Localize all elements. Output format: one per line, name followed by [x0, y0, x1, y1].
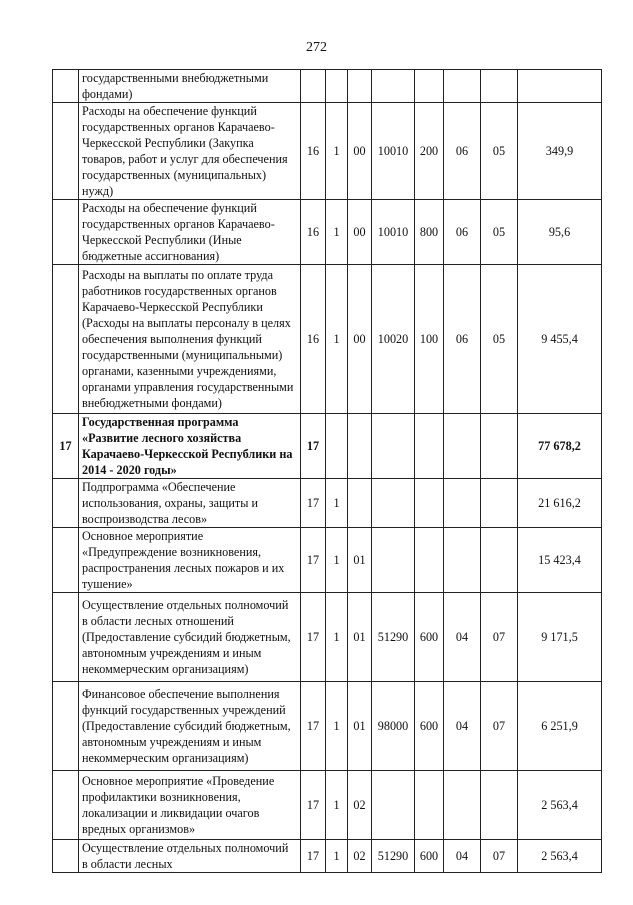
description-cell: Финансовое обеспечение выполнения функций государственных учреждений (Предоставление субсидий бюджетным, автономным учреждениям и иным некоммерческим организациям): [79, 682, 301, 771]
code-cell: [481, 70, 518, 103]
code-cell: 51290: [372, 840, 415, 873]
table-row: [53, 682, 602, 771]
code-cell: 1: [326, 103, 348, 200]
description-cell: Осуществление отдельных полномочий в области лесных отношений (Предоставление субсидий бюджетным, автономным учреждениям и иным некоммерческим организациям): [79, 593, 301, 682]
description-cell: Осуществление отдельных полномочий в области лесных: [79, 840, 301, 873]
code-cell: [372, 528, 415, 593]
code-cell: [444, 414, 481, 479]
table-row: [53, 200, 602, 265]
code-cell: 100: [415, 265, 444, 414]
table-row: [53, 265, 602, 414]
row-number-cell: [53, 103, 79, 200]
description-cell: Государственная программа «Развитие лесного хозяйства Карачаево-Черкесской Республики на 2014 - 2020 годы»: [79, 414, 301, 479]
code-cell: [348, 414, 372, 479]
code-cell: 04: [444, 682, 481, 771]
code-cell: 00: [348, 265, 372, 414]
code-cell: 1: [326, 682, 348, 771]
table-row: [53, 771, 602, 840]
code-cell: 1: [326, 771, 348, 840]
code-cell: 05: [481, 265, 518, 414]
table-row: [53, 840, 602, 873]
code-cell: 1: [326, 265, 348, 414]
code-cell: [444, 528, 481, 593]
code-cell: 17: [301, 682, 326, 771]
amount-cell: 9 171,5: [518, 593, 602, 682]
amount-cell: 349,9: [518, 103, 602, 200]
code-cell: [415, 479, 444, 528]
row-number-cell: [53, 528, 79, 593]
code-cell: 600: [415, 593, 444, 682]
row-number-cell: [53, 479, 79, 528]
code-cell: 04: [444, 593, 481, 682]
code-cell: [481, 528, 518, 593]
code-cell: 200: [415, 103, 444, 200]
description-cell: Расходы на выплаты по оплате труда работников государственных органов Карачаево-Черкесской Республики (Расходы на выплаты персоналу в целях обеспечения выполнения функций государственными (муниципальными) органами, казенными учреждениями, органами управления государственными внебюджетными фондами): [79, 265, 301, 414]
amount-cell: 2 563,4: [518, 771, 602, 840]
code-cell: 16: [301, 103, 326, 200]
description-cell: Подпрограмма «Обеспечение использования, охраны, защиты и воспроизводства лесов»: [79, 479, 301, 528]
description-cell: Расходы на обеспечение функций государственных органов Карачаево-Черкесской Республики (Иные бюджетные ассигнования): [79, 200, 301, 265]
code-cell: 00: [348, 103, 372, 200]
amount-cell: 21 616,2: [518, 479, 602, 528]
code-cell: 05: [481, 200, 518, 265]
amount-cell: 2 563,4: [518, 840, 602, 873]
table-row: [53, 528, 602, 593]
amount-cell: 15 423,4: [518, 528, 602, 593]
code-cell: 600: [415, 682, 444, 771]
code-cell: 07: [481, 682, 518, 771]
row-number-cell: [53, 682, 79, 771]
code-cell: 07: [481, 593, 518, 682]
code-cell: 16: [301, 265, 326, 414]
code-cell: 1: [326, 200, 348, 265]
row-number-cell: [53, 840, 79, 873]
code-cell: 600: [415, 840, 444, 873]
code-cell: [481, 479, 518, 528]
code-cell: 01: [348, 682, 372, 771]
code-cell: [372, 414, 415, 479]
code-cell: [444, 771, 481, 840]
row-number-cell: [53, 70, 79, 103]
code-cell: [301, 70, 326, 103]
code-cell: 17: [301, 593, 326, 682]
code-cell: 17: [301, 414, 326, 479]
code-cell: [481, 771, 518, 840]
code-cell: 10010: [372, 103, 415, 200]
code-cell: [372, 771, 415, 840]
code-cell: 07: [481, 840, 518, 873]
code-cell: 1: [326, 593, 348, 682]
code-cell: 00: [348, 200, 372, 265]
code-cell: [326, 414, 348, 479]
code-cell: [444, 70, 481, 103]
code-cell: 98000: [372, 682, 415, 771]
code-cell: 1: [326, 528, 348, 593]
table-row: [53, 103, 602, 200]
code-cell: [326, 70, 348, 103]
code-cell: [415, 771, 444, 840]
code-cell: 02: [348, 771, 372, 840]
code-cell: 04: [444, 840, 481, 873]
code-cell: 10010: [372, 200, 415, 265]
code-cell: 10020: [372, 265, 415, 414]
code-cell: 17: [301, 479, 326, 528]
amount-cell: 95,6: [518, 200, 602, 265]
budget-table: [52, 69, 602, 873]
code-cell: [372, 70, 415, 103]
code-cell: 17: [301, 840, 326, 873]
code-cell: [348, 479, 372, 528]
description-cell: государственными внебюджетными фондами): [79, 70, 301, 103]
table-row: [53, 70, 602, 103]
code-cell: 06: [444, 265, 481, 414]
amount-cell: 77 678,2: [518, 414, 602, 479]
table-row: [53, 593, 602, 682]
code-cell: 06: [444, 200, 481, 265]
row-number-cell: [53, 200, 79, 265]
code-cell: [415, 414, 444, 479]
code-cell: 01: [348, 593, 372, 682]
code-cell: [372, 479, 415, 528]
description-cell: Основное мероприятие «Проведение профилактики возникновения, локализации и ликвидации очагов вредных организмов»: [79, 771, 301, 840]
amount-cell: 6 251,9: [518, 682, 602, 771]
code-cell: 17: [301, 528, 326, 593]
amount-cell: 9 455,4: [518, 265, 602, 414]
description-cell: Расходы на обеспечение функций государственных органов Карачаево-Черкесской Республики (Закупка товаров, работ и услуг для обеспечения государственных (муниципальных) нужд): [79, 103, 301, 200]
code-cell: [415, 528, 444, 593]
code-cell: [444, 479, 481, 528]
code-cell: 01: [348, 528, 372, 593]
description-cell: Основное мероприятие «Предупреждение возникновения, распространения лесных пожаров и их тушение»: [79, 528, 301, 593]
page-number: 272: [306, 40, 327, 55]
code-cell: 51290: [372, 593, 415, 682]
table-body: [53, 70, 602, 873]
code-cell: 06: [444, 103, 481, 200]
code-cell: [415, 70, 444, 103]
code-cell: 17: [301, 771, 326, 840]
code-cell: 1: [326, 479, 348, 528]
table-row: [53, 414, 602, 479]
code-cell: 800: [415, 200, 444, 265]
amount-cell: [518, 70, 602, 103]
row-number-cell: [53, 265, 79, 414]
code-cell: [481, 414, 518, 479]
code-cell: 02: [348, 840, 372, 873]
code-cell: 05: [481, 103, 518, 200]
code-cell: 1: [326, 840, 348, 873]
row-number-cell: [53, 593, 79, 682]
row-number-cell: [53, 771, 79, 840]
table-row: [53, 479, 602, 528]
code-cell: [348, 70, 372, 103]
code-cell: 16: [301, 200, 326, 265]
row-number-cell: 17: [53, 414, 79, 479]
